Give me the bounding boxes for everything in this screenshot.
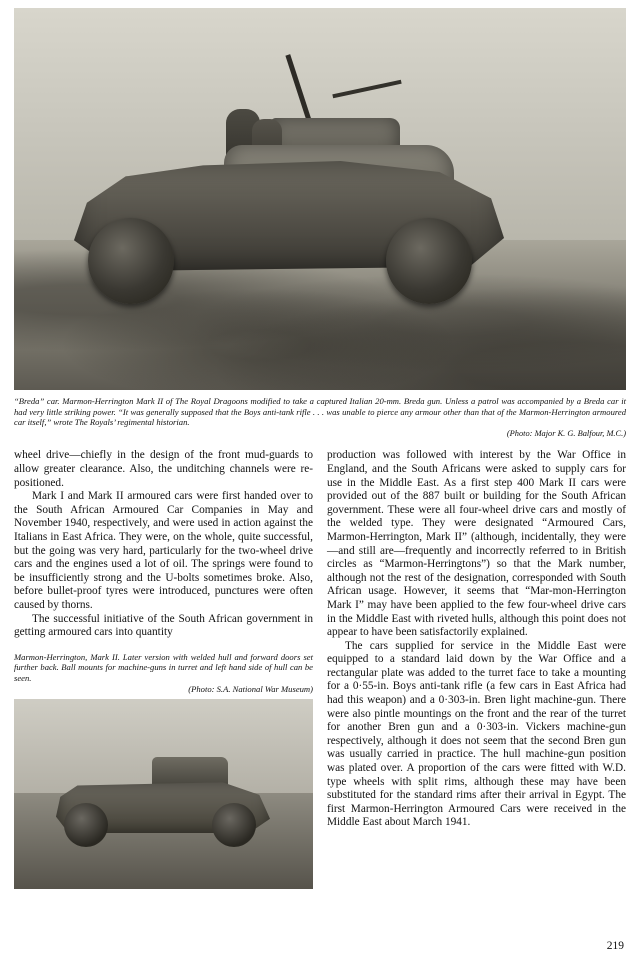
vehicle2-illustration xyxy=(56,751,270,847)
top-caption-text: “Breda” car. Marmon-Herrington Mark II of The Royal Dragoons modified to take a captured Italian 20-mm. Breda gun. Unless a patrol was accompanied by a Breda car it had very little striking power. “It was generally supposed that the Boys anti-tank rifle . . . was unable to pierce any armour other than that of the Marmon-Herrington armoured car itself,” wrote The Royals’ regimental historian. xyxy=(14,396,626,428)
body-columns xyxy=(14,449,626,889)
rear-wheel xyxy=(386,218,472,304)
paragraph: Mark I and Mark II armoured cars were first handed over to the South African Armoured Car Companies in May and November 1940, respectively, and were used in action against the Italians in East Africa. They were, on the whole, quite successful, but the going was very hard, particularly for the two-wheel drive cars and the engines used a lot of oil. The springs were found to be insufficiently strong and the U-bolts sometimes broke. Also, before bullet-proof tyres were introduced, punctures were often caused by thorns. xyxy=(14,490,313,611)
front-wheel-2 xyxy=(64,803,108,847)
right-column xyxy=(327,449,626,889)
bottom-figure-caption xyxy=(14,652,313,695)
page-number: 219 xyxy=(606,940,624,952)
marmon-herrington-mark-ii-photo xyxy=(14,699,313,889)
top-figure-caption xyxy=(14,396,626,439)
vehicle-illustration xyxy=(74,113,504,298)
bottom-caption-credit: (Photo: S.A. National War Museum) xyxy=(188,683,313,694)
paragraph: The successful initiative of the South African government in getting armoured cars into quantity xyxy=(14,612,313,639)
rear-wheel-2 xyxy=(212,803,256,847)
top-caption-credit: (Photo: Major K. G. Balfour, M.C.) xyxy=(506,428,626,438)
front-wheel xyxy=(88,218,174,304)
paragraph: The cars supplied for service in the Middle East were equipped to a standard laid down by the War Office and a rectangular plate was added to the turret face to take a mounting for a 0·55-in. Boys anti-tank rifle (a few cars in East Africa had had this weapon) and a 0·303-in. Bren light machine-gun. There were also pintle mountings on the front and the rear of the turret for another Bren gun and a 0·303-in. Vickers machine-gun respectively, although it does not seem that the second Bren gun was usually carried in practice. The hull machine-gun position was plated over. A proportion of the cars were fitted with W.D. type wheels with split rims, although these may have been substituted for the standard rims after their arrival in Egypt. The first Marmon-Herrington Armoured Cars were received in the Middle East about March 1941. xyxy=(327,639,626,829)
armoured-car-breda-photo xyxy=(14,8,626,390)
bottom-caption-text: Marmon-Herrington, Mark II. Later version with welded hull and forward doors set further back. Ball mounts for machine-guns in turret and left hand side of hull can be seen. xyxy=(14,651,313,683)
paragraph: production was followed with interest by the War Office in England, and the South Africans were asked to supply cars for use in the Middle East. As a first step 400 Mark II cars were provided out of the 887 built or building for the South African government. These were all four-wheel drive cars and mostly of the welded type. They were designated “Armoured Cars, Marmon-Herrington, Mark II” (although, incidentally, they were—and still are—frequently and incorrectly referred to in British circles as “Marmon-Herringtons”) so that the Mark number, although not the rest of the designation, corresponded with South African usage. However, it seems that “Mar-mon-Herrington Mark I” may have been applied to the few four-wheel drive cars in the Middle East with riveted hulls, although this point does not appear to have been satisfactorily explained. xyxy=(327,449,626,639)
paragraph: wheel drive—chiefly in the design of the front mud-guards to allow greater clearance. Also, the unditching channels were re-positioned. xyxy=(14,449,313,489)
left-column xyxy=(14,449,313,889)
